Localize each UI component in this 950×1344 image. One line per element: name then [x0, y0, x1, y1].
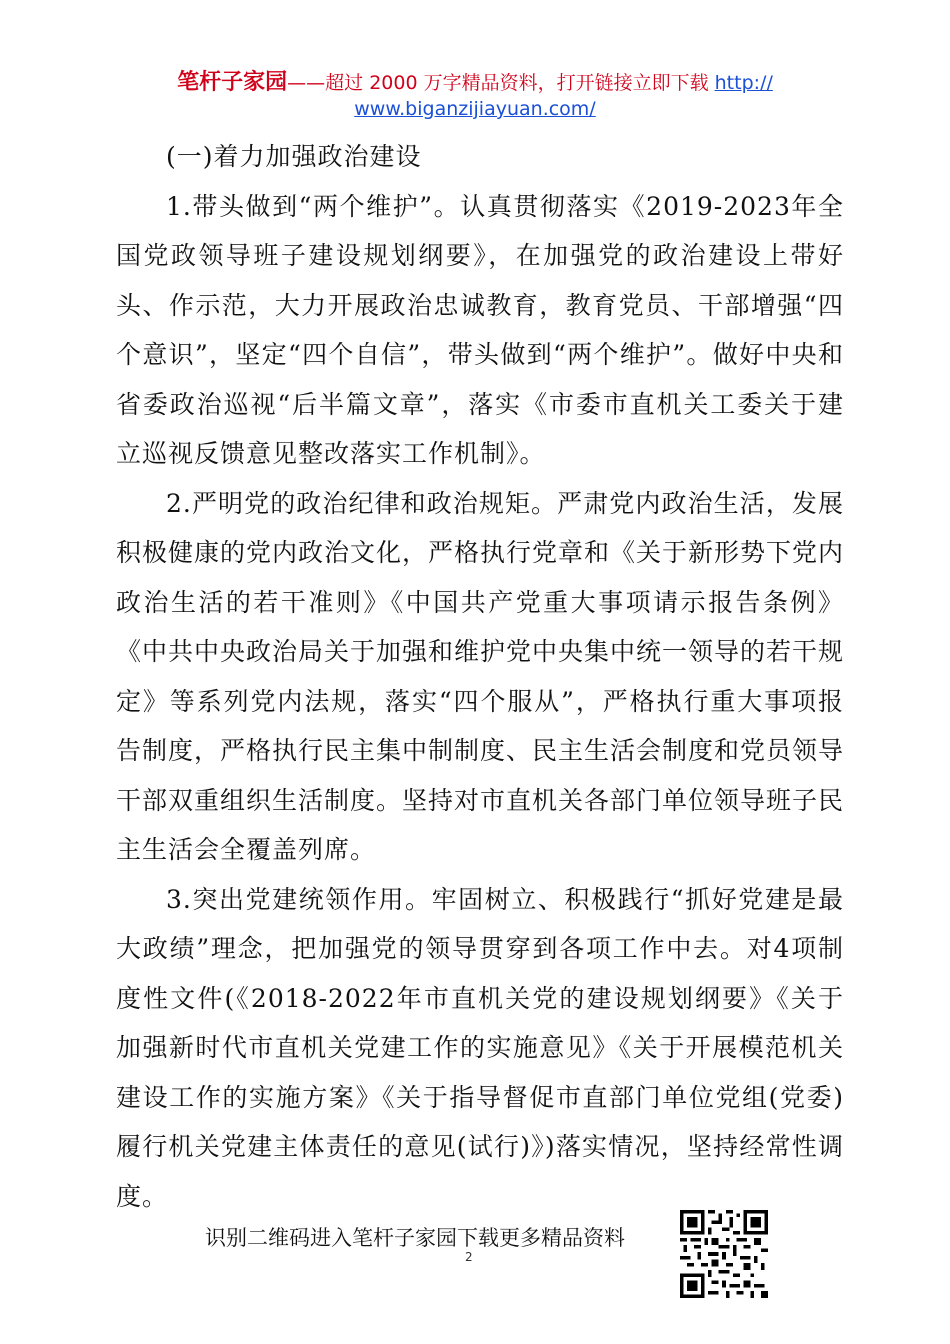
download-link-part2[interactable]: www.biganzijiayuan.com/ — [354, 98, 596, 120]
qr-code-icon[interactable] — [680, 1210, 768, 1298]
header-line-1 — [0, 70, 950, 96]
header-tagline: ——超过 2000 万字精品资料，打开链接立即下载 — [287, 72, 715, 94]
footer-promo-text: 识别二维码进入笔杆子家园下载更多精品资料 — [205, 1226, 625, 1250]
paragraph-2: 2.严明党的政治纪律和政治规矩。严肃党内政治生活，发展积极健康的党内政治文化，严格执行党章和《关于新形势下党内政治生活的若干准则》《中国共产党重大事项请示报告条例》《中共中央政治局关于加强和维护党中央集中统一领导的若干规定》等系列党内法规，落实“四个服从”，严格执行重大事项报告制度，严格执行民主集中制制度、民主生活会制度和党员领导干部双重组织生活制度。坚持对市直机关各部门单位领导班子民主生活会全覆盖列席。 — [116, 488, 845, 864]
page-header — [0, 70, 950, 122]
page-number: 2 — [465, 1250, 473, 1264]
section-heading: (一)着力加强政治建设 — [166, 142, 422, 171]
brand-name: 笔杆子家园 — [177, 70, 288, 95]
download-link-part1[interactable]: http:// — [714, 72, 773, 94]
paragraph-3: 3.突出党建统领作用。牢固树立、积极践行“抓好党建是最大政绩”理念，把加强党的领导贯穿到各项工作中去。对4项制度性文件(《2018-2022年市直机关党的建设规划纲要》《关于加强新时代市直机关党建工作的实施意见》《关于开展模范机关建设工作的实施方案》《关于指导督促市直部门单位党组(党委)履行机关党建主体责任的意见(试行)》)落实情况，坚持经常性调度。 — [116, 884, 844, 1211]
header-line-2 — [0, 96, 950, 122]
paragraph-1: 1.带头做到“两个维护”。认真贯彻落实《2019-2023年全国党政领导班子建设规划纲要》，在加强党的政治建设上带好头、作示范，大力开展政治忠诚教育，教育党员、干部增强“四个意识”，坚定“四个自信”，带头做到“两个维护”。做好中央和省委政治巡视“后半篇文章”，落实《市委市直机关工委关于建立巡视反馈意见整改落实工作机制》。 — [116, 191, 844, 468]
document-body — [116, 132, 844, 1221]
